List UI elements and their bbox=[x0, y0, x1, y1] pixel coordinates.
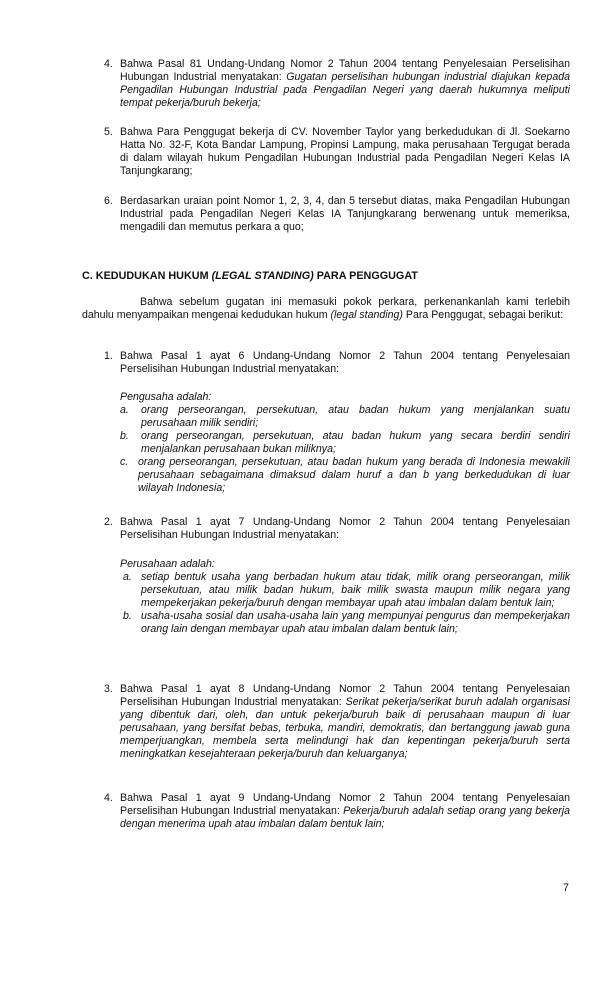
sub-item-text: setiap bentuk usaha yang berbadan hukum atau tidak, milik orang perseorangan, milik persekutuan, atau milik badan hukum, baik milik swasta maupun milik negara yang mempekerjakan pekerja/buruh dengan membayar upah atau imbalan dalam bentuk lain; bbox=[141, 571, 570, 609]
item-plain-text: Bahwa Pasal 1 ayat 8 Undang-Undang Nomor 2 Tahun 2004 tentang Penyelesaian Perselisihan Hubungan Industrial menyatakan: bbox=[120, 683, 570, 708]
item-number: 4. bbox=[104, 792, 113, 804]
intro-part2: Para Penggugat, sebagai berikut: bbox=[402, 309, 564, 321]
intro-part1: Bahwa sebelum gugatan ini memasuki pokok perkara, perkenankanlah kami terlebih dahulu menyampaikan mengenai kedudukan hukum bbox=[82, 296, 570, 321]
item-text bbox=[120, 792, 570, 831]
heading-suffix: PARA PENGGUGAT bbox=[313, 270, 418, 282]
item-number: 5. bbox=[104, 126, 113, 138]
section-heading bbox=[82, 270, 418, 283]
heading-prefix: C. KEDUDUKAN HUKUM bbox=[82, 270, 212, 282]
sub-item bbox=[120, 430, 570, 456]
intro-paragraph bbox=[82, 296, 570, 322]
item-number: 1. bbox=[104, 350, 113, 362]
item-plain-text: Berdasarkan uraian point Nomor 1, 2, 3, 4, dan 5 tersebut diatas, maka Pengadilan Hubungan Industrial pada Pengadilan Negeri Kelas IA Tanjungkarang berwenang untuk memeriksa, mengadili dan memutus perkara a quo; bbox=[120, 195, 570, 233]
sub-item-letter: b. bbox=[120, 430, 129, 442]
item-plain-text: Bahwa Pasal 1 ayat 9 Undang-Undang Nomor 2 Tahun 2004 tentang Penyelesaian Perselisihan Hubungan Industrial menyatakan: bbox=[120, 792, 570, 817]
sub-item-letter: a. bbox=[120, 404, 129, 416]
sub-item-letter: b. bbox=[123, 610, 132, 622]
sub-item bbox=[120, 571, 570, 610]
sub-item bbox=[120, 610, 570, 636]
item-italic-text: Gugatan perselisihan hubungan industrial diajukan kepada Pengadilan Hubungan Industrial pada Pengadilan Negeri yang daerah hukumnya meliputi tempat pekerja/buruh bekerja; bbox=[120, 71, 570, 109]
sub-item-letter: a. bbox=[123, 571, 132, 583]
item-text bbox=[120, 58, 570, 110]
item-italic-text: Pekerja/buruh adalah setiap orang yang bekerja dengan menerima upah atau imbalan dalam bentuk lain; bbox=[120, 805, 570, 830]
item-number: 6. bbox=[104, 195, 113, 207]
sub-item bbox=[120, 456, 570, 495]
item-number: 2. bbox=[104, 516, 113, 528]
item-italic-text: Serikat pekerja/serikat buruh adalah organisasi yang dibentuk dari, oleh, dan untuk pekerja/buruh baik di perusahaan maupun di luar perusahaan, yang bersifat bebas, terbuka, mandiri, demokratis, dan bertanggung jawab guna memperjuangkan, membela serta melindungi hak dan kepentingan pekerja/buruh serta meningkatkan kesejahteraan pekerja/buruh dan keluarganya; bbox=[120, 696, 570, 760]
item-text: Bahwa Pasal 1 ayat 7 Undang-Undang Nomor 2 Tahun 2004 tentang Penyelesaian Perselisihan Hubungan Industrial menyatakan: bbox=[120, 516, 570, 541]
sub-item-text: usaha-usaha sosial dan usaha-usaha lain yang mempunyai pengurus dan mempekerjakan orang lain dengan membayar upah atau imbalan dalam bentuk lain; bbox=[141, 610, 570, 635]
item-number: 3. bbox=[104, 683, 113, 695]
sub-item-text: orang perseorangan, persekutuan, atau badan hukum yang berada di Indonesia mewakili perusahaan sebagaimana dimaksud dalam huruf a dan b yang berkedudukan di luar wilayah Indonesia; bbox=[138, 456, 570, 494]
item-text bbox=[120, 195, 570, 234]
item-text bbox=[120, 126, 570, 178]
sub-item-text: orang perseorangan, persekutuan, atau badan hukum yang menjalankan suatu perusahaan milik sendiri; bbox=[141, 404, 570, 429]
item-text bbox=[120, 683, 570, 761]
sub-item-letter: c. bbox=[120, 456, 129, 468]
sub-list-title: Pengusaha adalah: bbox=[120, 391, 212, 403]
item-number: 4. bbox=[104, 58, 113, 70]
page-number: 7 bbox=[563, 882, 569, 894]
sub-item-text: orang perseorangan, persekutuan, atau badan hukum yang secara berdiri sendiri menjalankan perusahaan bukan miliknya; bbox=[141, 430, 570, 455]
sub-list-1 bbox=[120, 391, 570, 495]
item-plain-text: Bahwa Para Penggugat bekerja di CV. November Taylor yang berkedudukan di Jl. Soekarno Hatta No. 32-F, Kota Bandar Lampung, Propinsi Lampung, maka perusahaan Tergugat berada di dalam wilayah hukum Pengadilan Hubungan Industrial pada Pengadilan Negeri Kelas IA Tanjungkarang; bbox=[120, 126, 570, 177]
sub-list-2 bbox=[120, 558, 570, 636]
item-text: Bahwa Pasal 1 ayat 6 Undang-Undang Nomor 2 Tahun 2004 tentang Penyelesaian Perselisihan Hubungan Industrial menyatakan: bbox=[120, 350, 570, 375]
heading-italic: (LEGAL STANDING) bbox=[211, 270, 314, 282]
item-plain-text: Bahwa Pasal 81 Undang-Undang Nomor 2 Tahun 2004 tentang Penyelesaian Perselisihan Hubungan Industrial menyatakan: bbox=[120, 58, 570, 83]
sub-list-title: Perusahaan adalah: bbox=[120, 558, 215, 570]
sub-item bbox=[120, 404, 570, 430]
intro-italic: (legal standing) bbox=[330, 309, 403, 321]
